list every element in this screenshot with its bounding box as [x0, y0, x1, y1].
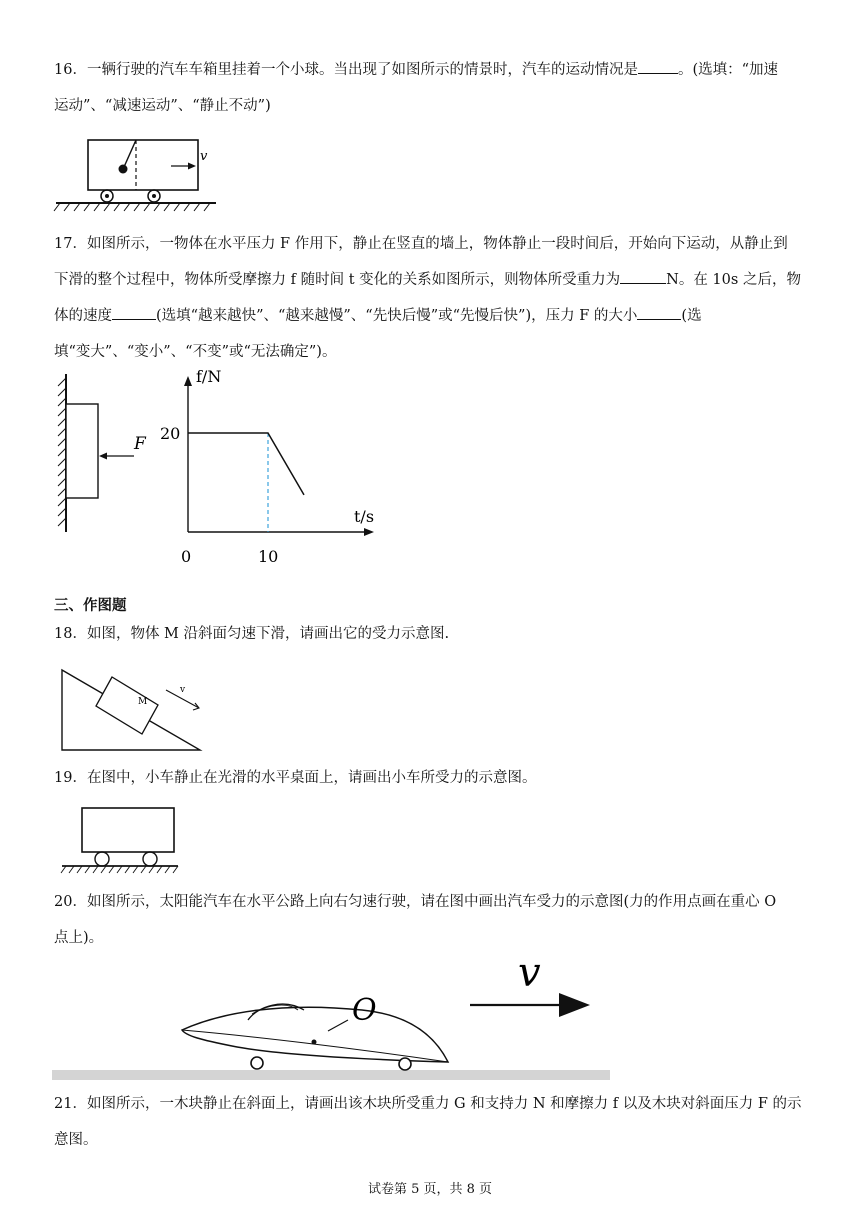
question-number: 20． [54, 894, 87, 910]
pendulum-string [124, 140, 136, 167]
question-text: N。在 10s 之后，物 [666, 272, 801, 288]
wheel [399, 1058, 411, 1070]
y-tick-label: 20 [160, 424, 181, 443]
question-text: 体的速度 [54, 308, 112, 324]
answer-blank[interactable] [637, 305, 681, 320]
velocity-label: v [180, 685, 186, 695]
question-text: 在图中，小车静止在光滑的水平桌面上，请画出小车所受力的示意图。 [86, 770, 537, 786]
center-of-gravity-point [312, 1040, 317, 1045]
block-m [96, 677, 158, 734]
block [66, 404, 98, 498]
question-text: 填“变大”、“变小”、“不变”或“无法确定”)。 [54, 344, 337, 360]
question-number: 17． [54, 236, 87, 252]
car-body [88, 140, 198, 190]
question-17 [54, 226, 810, 370]
figure-incline-block [54, 664, 214, 756]
figure-friction-time-graph [160, 362, 390, 572]
answer-blank[interactable] [620, 269, 666, 284]
question-text: 如图所示，太阳能汽车在水平公路上向右匀速行驶，请在图中画出汽车受力的示意图(力的作用点画在重心 O [86, 894, 777, 910]
pendulum-ball [119, 165, 128, 174]
wheel [251, 1057, 263, 1069]
road [52, 1070, 610, 1080]
answer-blank[interactable] [112, 305, 156, 320]
question-text: (选 [681, 308, 702, 324]
question-20 [54, 884, 810, 956]
question-text: 意图。 [54, 1132, 98, 1148]
question-text: 点上)。 [54, 930, 104, 946]
figure-car-pendulum [54, 136, 224, 216]
page-footer: 试卷第 5 页，共 8 页 [367, 1182, 493, 1197]
question-number: 18． [54, 626, 87, 642]
question-text: 如图，物体 M 沿斜面匀速下滑，请画出它的受力示意图. [86, 626, 450, 642]
question-number: 21． [54, 1096, 87, 1112]
question-19 [54, 760, 810, 796]
center-label: O [352, 993, 377, 1028]
velocity-label: v [200, 149, 208, 164]
x-axis-label: t/s [354, 507, 375, 526]
question-text: 运动”、“减速运动”、“静止不动”) [54, 98, 271, 114]
y-axis-label: f/N [196, 367, 222, 386]
force-label: F [134, 434, 146, 454]
origin-label: 0 [181, 547, 192, 566]
question-18 [54, 616, 810, 652]
question-text: (选填“越来越快”、“越来越慢”、“先快后慢”或“先慢后快”)，压力 F 的大小 [156, 308, 638, 324]
cart-body [82, 808, 174, 852]
question-21 [54, 1086, 810, 1158]
question-16 [54, 52, 810, 124]
question-number: 16． [54, 62, 87, 78]
wheel [143, 852, 157, 866]
answer-blank[interactable] [638, 59, 678, 74]
question-number: 19． [54, 770, 87, 786]
wheel [95, 852, 109, 866]
question-text: 。(选填：“加速 [677, 62, 779, 78]
friction-line [188, 433, 304, 495]
question-text: 一辆行驶的汽车车箱里挂着一个小球。当出现了如图所示的情景时，汽车的运动情况是 [86, 62, 638, 78]
block-label: M [138, 697, 148, 707]
question-text: 下滑的整个过程中，物体所受摩擦力 f 随时间 t 变化的关系如图所示，则物体所受重力为 [54, 272, 621, 288]
question-text: 如图所示，一木块静止在斜面上，请画出该木块所受重力 G 和支持力 N 和摩擦力 f 以及木块对斜面压力 F 的示 [86, 1096, 802, 1112]
velocity-label: v [518, 950, 541, 996]
x-tick-label: 10 [258, 547, 279, 566]
figure-wall-block [54, 372, 164, 534]
section-title: 三、作图题 [54, 597, 127, 614]
figure-solar-car [52, 952, 612, 1084]
figure-cart-on-table [54, 806, 184, 878]
question-text: 如图所示，一物体在水平压力 F 作用下，静止在竖直的墙上，物体静止一段时间后，开始向下运动，从静止到 [86, 236, 788, 252]
